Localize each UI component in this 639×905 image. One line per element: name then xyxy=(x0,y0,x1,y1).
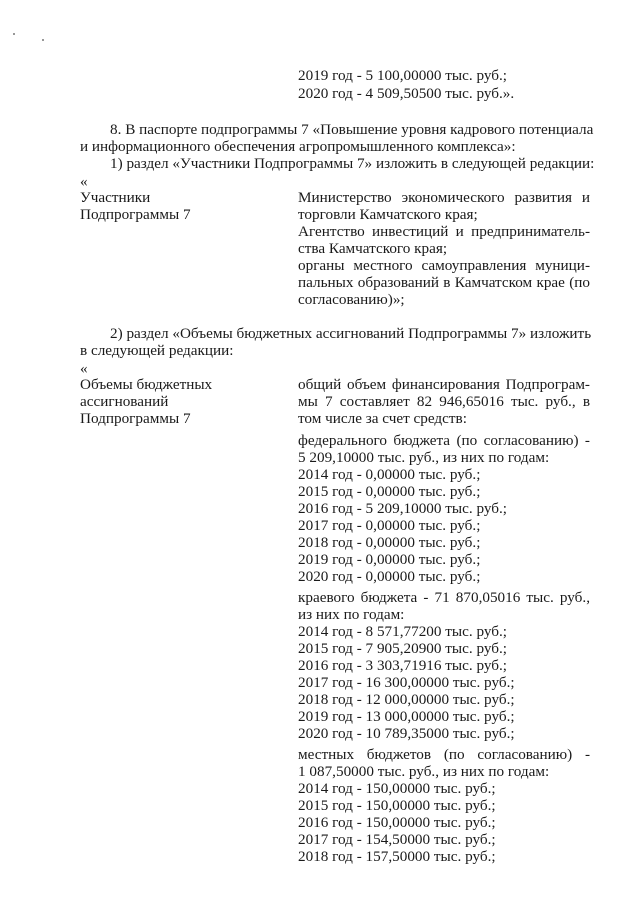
budget-line: 2014 год - 0,00000 тыс. руб.; xyxy=(298,466,481,483)
budget-line: 2018 год - 0,00000 тыс. руб.; xyxy=(298,534,481,551)
budget-line: 2015 год - 0,00000 тыс. руб.; xyxy=(298,483,481,500)
budget-line: краевого бюджета - 71 870,05016 тыс. руб., xyxy=(298,589,590,606)
item8-line1: 8. В паспорте подпрограммы 7 «Повышение уровня кадрового потенциала xyxy=(110,121,594,138)
budget-line: том числе за счет средств: xyxy=(298,410,467,427)
scan-speck xyxy=(13,33,15,35)
budget-line: 2018 год - 157,50000 тыс. руб.; xyxy=(298,848,496,865)
sub2-line1: 2) раздел «Объемы бюджетных ассигнований Подпрограммы 7» изложить xyxy=(110,325,592,342)
budget-line: 2015 год - 150,00000 тыс. руб.; xyxy=(298,797,496,814)
budget-line: 2019 год - 13 000,00000 тыс. руб.; xyxy=(298,708,515,725)
participants-line: Агентство инвестиций и предприниматель- xyxy=(298,223,590,240)
open-quote-1: « xyxy=(80,173,88,190)
participants-line: Министерство экономического развития и xyxy=(298,189,590,206)
budget-line: 2016 год - 5 209,10000 тыс. руб.; xyxy=(298,500,507,517)
budget-line: мы 7 составляет 82 946,65016 тыс. руб., в xyxy=(298,393,590,410)
budget-line: 2016 год - 3 303,71916 тыс. руб.; xyxy=(298,657,507,674)
budget-line: 2019 год - 0,00000 тыс. руб.; xyxy=(298,551,481,568)
item8-sub1: 1) раздел «Участники Подпрограммы 7» изложить в следующей редакции: xyxy=(110,155,595,172)
participants-label-line1: Участники xyxy=(80,189,151,206)
budget-line: из них по годам: xyxy=(298,606,405,623)
budget-line: 2014 год - 150,00000 тыс. руб.; xyxy=(298,780,496,797)
budget-line: 5 209,10000 тыс. руб., из них по годам: xyxy=(298,449,550,466)
scan-speck xyxy=(42,39,44,41)
budget-label-line3: Подпрограммы 7 xyxy=(80,410,191,427)
budget-line: 2015 год - 7 905,20900 тыс. руб.; xyxy=(298,640,507,657)
item8-line2: и информационного обеспечения агропромышленного комплекса»: xyxy=(80,138,516,155)
open-quote-2: « xyxy=(80,360,88,377)
top-line-2020: 2020 год - 4 509,50500 тыс. руб.». xyxy=(298,85,515,102)
participants-line: ства Камчатского края; xyxy=(298,240,448,257)
budget-line: 2014 год - 8 571,77200 тыс. руб.; xyxy=(298,623,507,640)
participants-label-line2: Подпрограммы 7 xyxy=(80,206,191,223)
participants-line: согласованию)»; xyxy=(298,291,405,308)
participants-line: торговли Камчатского края; xyxy=(298,206,478,223)
budget-line: 1 087,50000 тыс. руб., из них по годам: xyxy=(298,763,550,780)
participants-line: органы местного самоуправления муници- xyxy=(298,257,590,274)
budget-line: 2017 год - 0,00000 тыс. руб.; xyxy=(298,517,481,534)
budget-line: общий объем финансирования Подпрограм- xyxy=(298,376,590,393)
budget-line: местных бюджетов (по согласованию) - xyxy=(298,746,590,763)
budget-line: 2016 год - 150,00000 тыс. руб.; xyxy=(298,814,496,831)
budget-line: 2018 год - 12 000,00000 тыс. руб.; xyxy=(298,691,515,708)
budget-line: 2020 год - 10 789,35000 тыс. руб.; xyxy=(298,725,515,742)
sub2-line2: в следующей редакции: xyxy=(80,342,234,359)
top-line-2019: 2019 год - 5 100,00000 тыс. руб.; xyxy=(298,67,507,84)
budget-label-line2: ассигнований xyxy=(80,393,169,410)
participants-line: пальных образований в Камчатском крае (по xyxy=(298,274,590,291)
budget-label-line1: Объемы бюджетных xyxy=(80,376,213,393)
budget-line: 2020 год - 0,00000 тыс. руб.; xyxy=(298,568,481,585)
budget-line: 2017 год - 16 300,00000 тыс. руб.; xyxy=(298,674,515,691)
budget-line: федерального бюджета (по согласованию) - xyxy=(298,432,590,449)
budget-line: 2017 год - 154,50000 тыс. руб.; xyxy=(298,831,496,848)
